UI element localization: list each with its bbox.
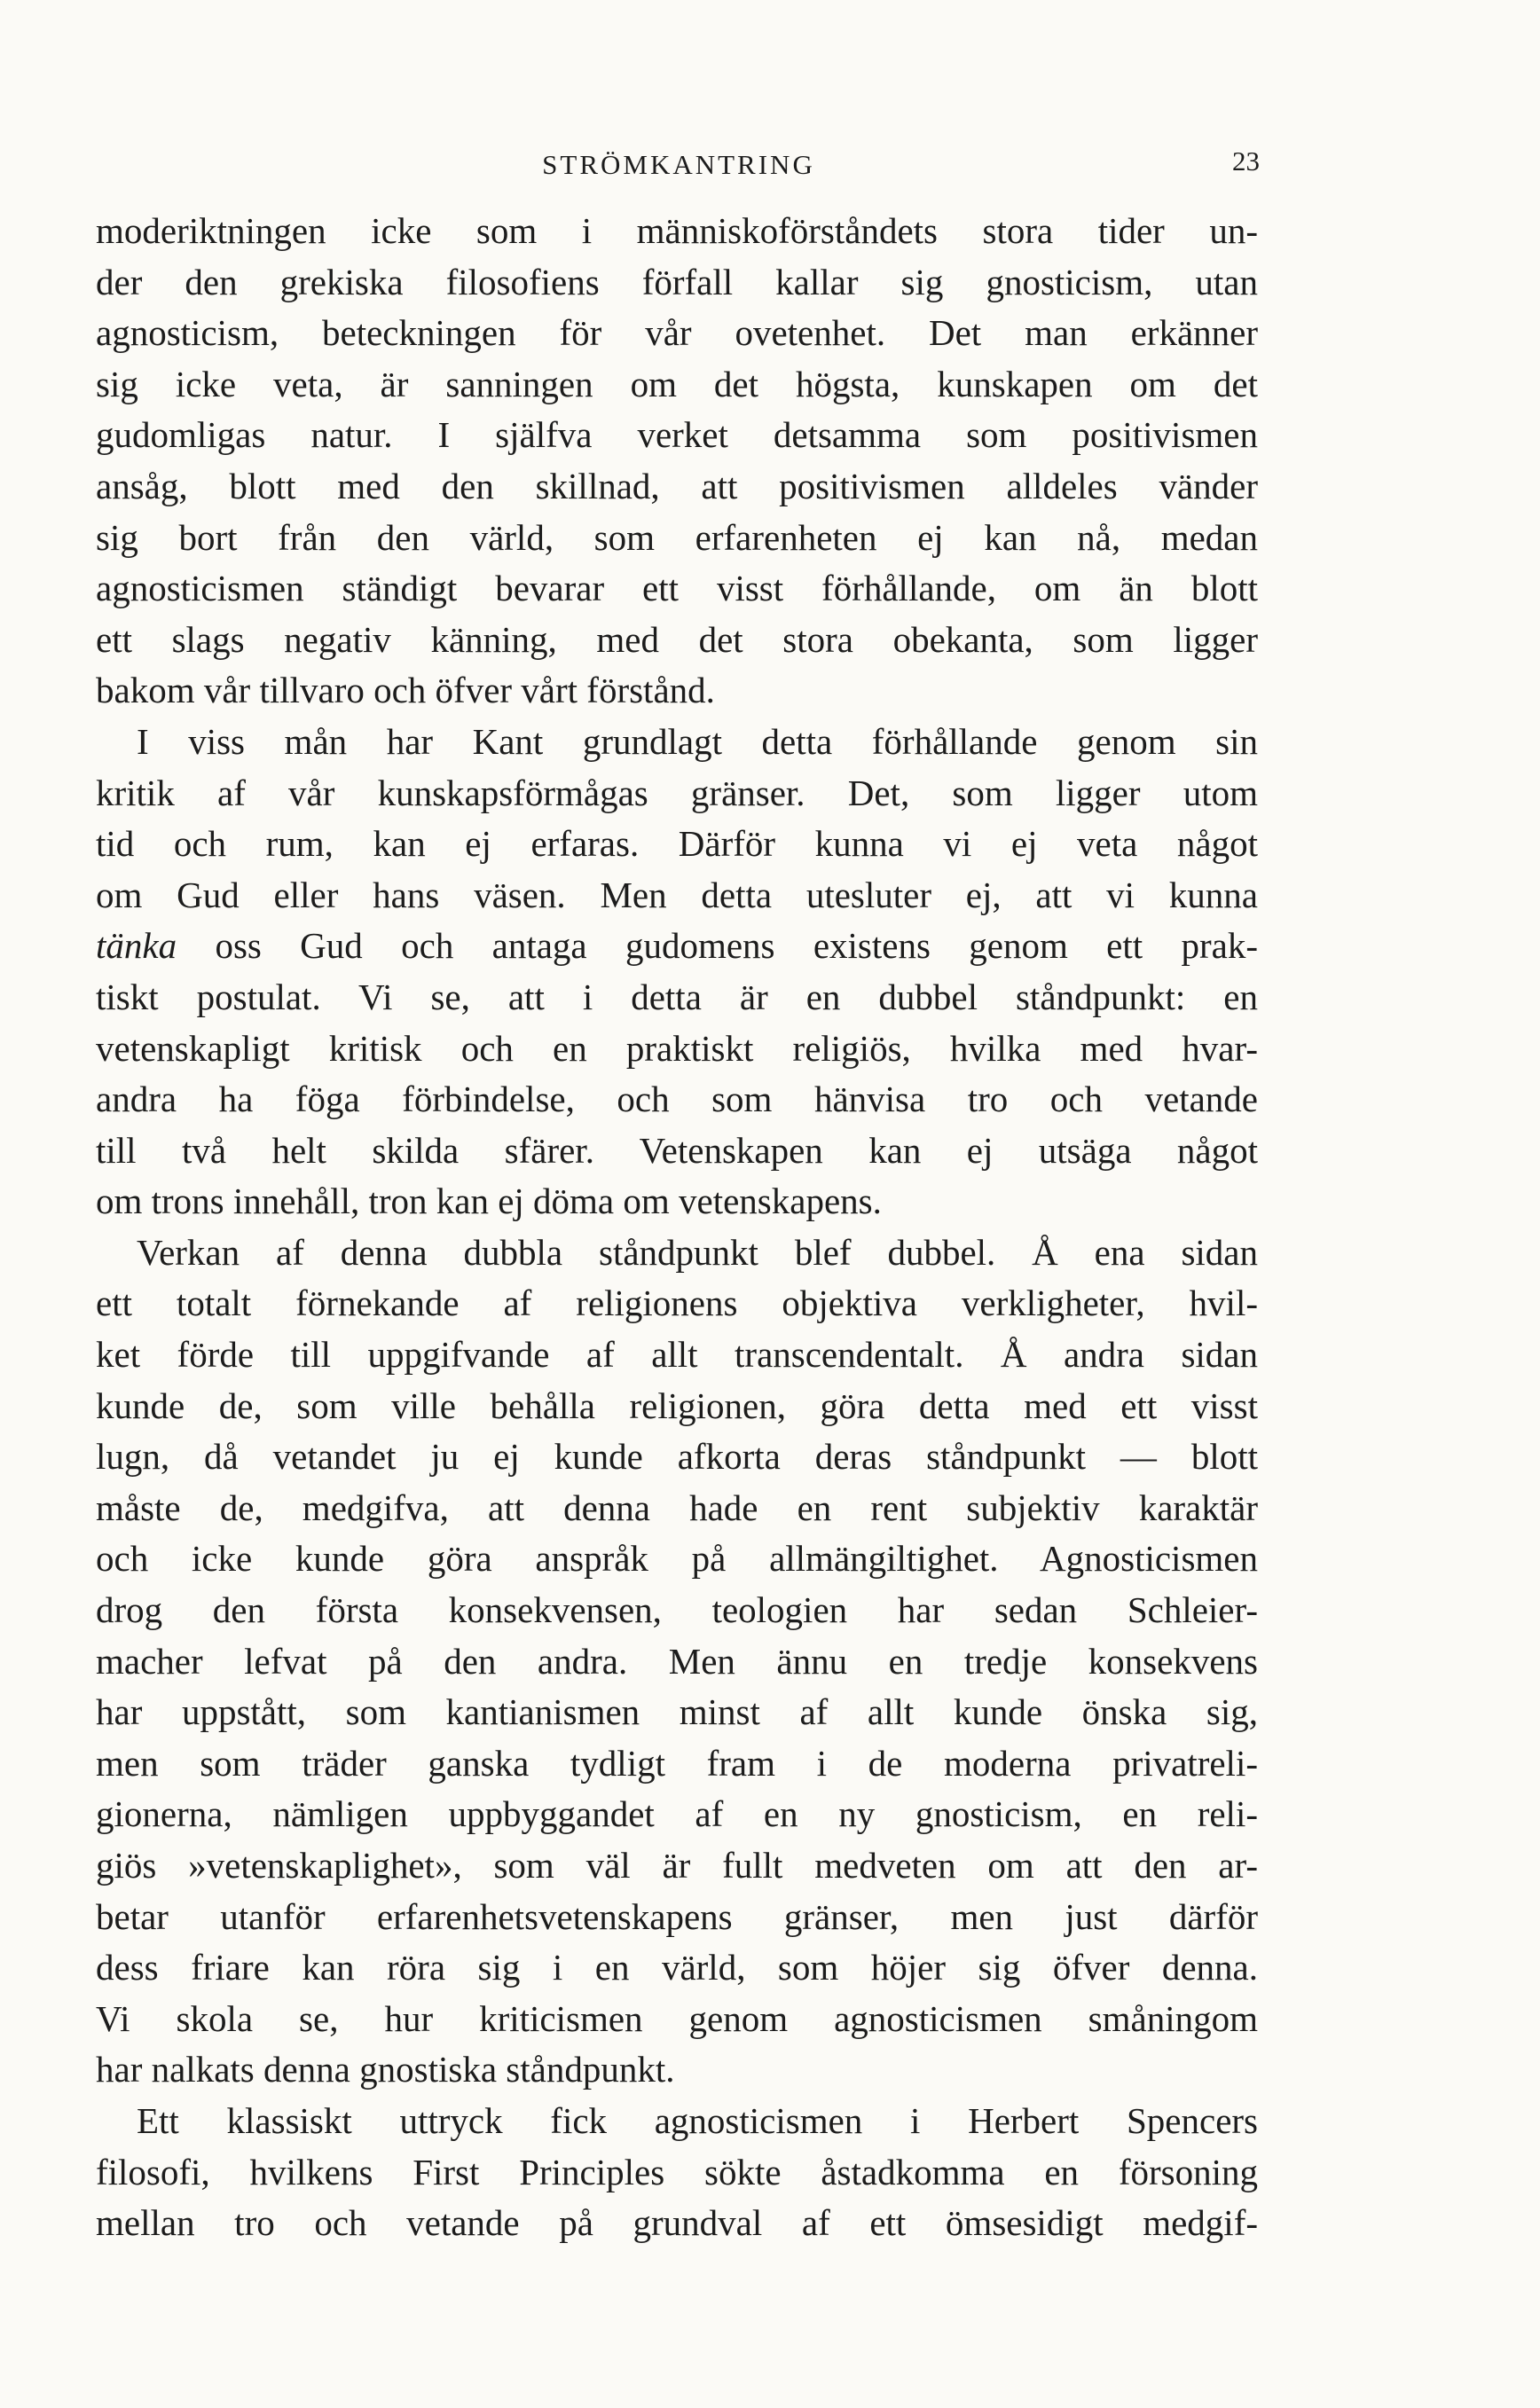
text-line: bakom vår tillvaro och öfver vårt förstånd. [96, 670, 715, 711]
text-line: moderiktningen icke som i människoförståndets stora tider un- [96, 210, 1258, 251]
text-line: macher lefvat på den andra. Men ännu en tredje konsekvens [96, 1640, 1258, 1682]
text-line: sig bort från den värld, som erfarenheten ej kan nå, medan [96, 516, 1258, 558]
text-line: ett slags negativ känning, med det stora obekanta, som ligger [96, 618, 1258, 660]
running-title: STRÖMKANTRING [542, 149, 815, 180]
text-line: Vi skola se, hur kriticismen genom agnosticismen småningom [96, 1997, 1258, 2039]
text-line: agnosticismen ständigt bevarar ett visst förhållande, om än blott [96, 568, 1258, 609]
text-line: ansåg, blott med den skillnad, att positivismen alldeles vänder [96, 465, 1258, 506]
text-line: der den grekiska filosofiens förfall kallar sig gnosticism, utan [96, 261, 1258, 302]
text-line: andra ha föga förbindelse, och som hänvisa tro och vetande [96, 1079, 1258, 1120]
text-line: lugn, då vetandet ju ej kunde afkorta deras ståndpunkt — blott [96, 1436, 1258, 1478]
page-number: 23 [1232, 145, 1260, 176]
text-line: har nalkats denna gnostiska ståndpunkt. [96, 2049, 675, 2090]
text-line: har uppstått, som kantianismen minst af allt kunde önska sig, [96, 1691, 1258, 1733]
text-body [96, 206, 1258, 2249]
text-line: Ett klassiskt uttryck fick agnosticismen i Herbert Spencers [137, 2099, 1258, 2141]
text-line: ket förde till uppgifvande af allt transcendentalt. Å andra sidan [96, 1334, 1258, 1376]
text-line: gionerna, nämligen uppbyggandet af en ny gnosticism, en reli- [96, 1793, 1258, 1835]
text-line-with-italic [96, 921, 1258, 972]
text-line: mellan tro och vetande på grundval af ett ömsesidigt medgif- [96, 2202, 1258, 2244]
running-head [98, 142, 1260, 186]
text-line: Verkan af denna dubbla ståndpunkt blef dubbel. Å ena sidan [137, 1231, 1258, 1273]
text-line: agnosticism, beteckningen för vår ovetenhet. Det man erkänner [96, 312, 1258, 354]
text-line: giös »vetenskaplighet», som väl är fullt medveten om att den ar- [96, 1845, 1258, 1886]
text-line: betar utanför erfarenhetsvetenskapens gränser, men just därför [96, 1895, 1258, 1937]
text-line: kunde de, som ville behålla religionen, göra detta med ett visst [96, 1384, 1258, 1426]
text-line: kritik af vår kunskapsförmågas gränser. Det, som ligger utom [96, 772, 1258, 813]
text-line: drog den första konsekvensen, teologien har sedan Schleier- [96, 1589, 1258, 1631]
text-line: dess friare kan röra sig i en värld, som höjer sig öfver denna. [96, 1947, 1258, 1988]
text-line: men som träder ganska tydligt fram i de moderna privatreli- [96, 1742, 1258, 1784]
text-line: tid och rum, kan ej erfaras. Därför kunna vi ej veta något [96, 823, 1258, 865]
text-line: I viss mån har Kant grundlagt detta förhållande genom sin [137, 720, 1258, 762]
text-line: och icke kunde göra anspråk på allmängiltighet. Agnosticismen [96, 1538, 1258, 1580]
text-line: till två helt skilda sfärer. Vetenskapen kan ej utsäga något [96, 1129, 1258, 1171]
text-line: vetenskapligt kritisk och en praktiskt religiös, hvilka med hvar- [96, 1027, 1258, 1069]
text-line: filosofi, hvilkens First Principles sökte åstadkomma en försoning [96, 2151, 1258, 2192]
text-line: ett totalt förnekande af religionens objektiva verkligheter, hvil- [96, 1282, 1258, 1324]
text-line: tiskt postulat. Vi se, att i detta är en dubbel ståndpunkt: en [96, 976, 1258, 1017]
text-line-rest: oss Gud och antaga gudomens existens genom ett prak- [215, 925, 1258, 967]
text-line: gudomligas natur. I själfva verket detsamma som positivismen [96, 414, 1258, 456]
text-line: om Gud eller hans väsen. Men detta utesluter ej, att vi kunna [96, 874, 1258, 915]
text-line: om trons innehåll, tron kan ej döma om vetenskapens. [96, 1180, 882, 1222]
text-line: sig icke veta, är sanningen om det högsta, kunskapen om det [96, 363, 1258, 404]
italic-word: tänka [96, 925, 177, 967]
text-line: måste de, medgifva, att denna hade en rent subjektiv karaktär [96, 1486, 1258, 1528]
